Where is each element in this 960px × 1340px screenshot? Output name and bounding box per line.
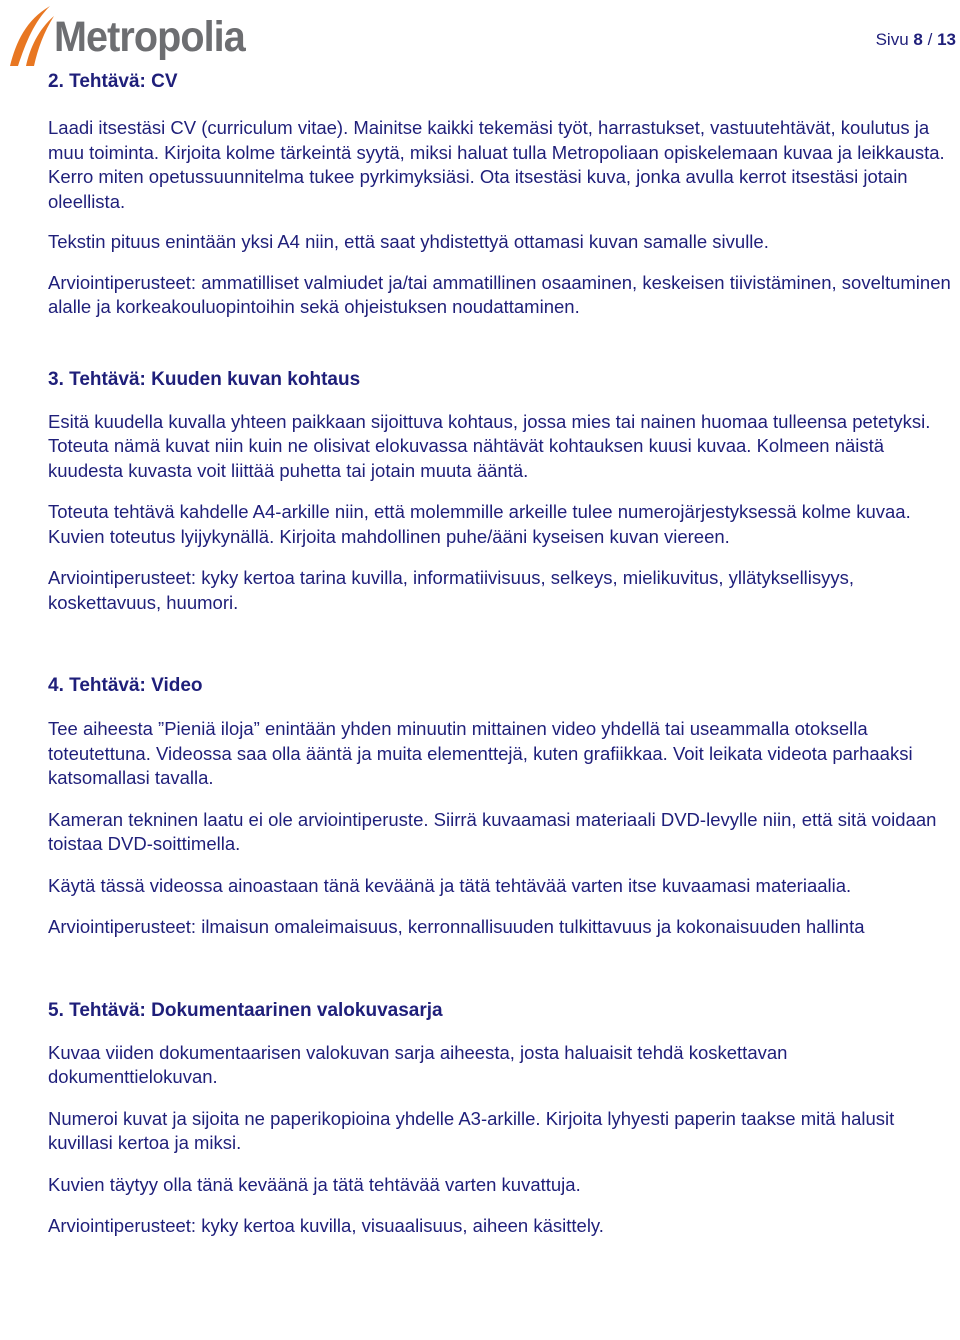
paragraph: Numeroi kuvat ja sijoita ne paperikopioina yhdelle A3-arkille. Kirjoita lyhyesti paperin taakse mitä halusit kuvillasi kertoa ja miksi. (48, 1107, 895, 1153)
paragraph: Laadi itsestäsi CV (curriculum vitae). Mainitse kaikki tekemäsi työt, harrastukset, vastuutehtävät, koulutus ja muu toiminta. Kirjoita kolme tärkeintä syytä, miksi haluat tulla Metropoliaan opiskelemaan kuvaa ja leikkausta. Kerro miten opetussuunnitelma tukee pyrkimyksiäsi. Ota itsestäsi kuva, jonka avulla kerrot itsestäsi jotain oleellista. (48, 117, 945, 212)
section-documentary-photo-series (48, 999, 956, 1239)
page-indicator (876, 30, 956, 50)
section-title: 5. Tehtävä: Dokumentaarinen valokuvasarja (48, 999, 443, 1021)
paragraph: Esitä kuudella kuvalla yhteen paikkaan sijoittuva kohtaus, jossa mies tai nainen huomaa tulleensa petetyksi. Toteuta nämä kuvat niin kuin ne olisivat elokuvassa nähtävät kohtauksen kuusi kuvaa. Kolmeen näistä kuudesta kuvasta voit liittää puhetta tai jotain muuta ääntä. (48, 410, 931, 481)
section-video (48, 674, 956, 940)
paragraph: Arviointiperusteet: ammatilliset valmiudet ja/tai ammatillinen osaaminen, keskeisen tiivistäminen, soveltuminen alalle ja korkeakouluopintoihin sekä ohjeistuksen noudattaminen. (48, 271, 951, 317)
section-cv (48, 70, 956, 320)
paragraph: Kuvaa viiden dokumentaarisen valokuvan sarja aiheesta, josta haluaisit tehdä koskettavan dokumenttielokuvan. (48, 1041, 788, 1087)
paragraph: Käytä tässä videossa ainoastaan tänä keväänä ja tätä tehtävää varten itse kuvaamasi materiaalia. (48, 874, 852, 896)
paragraph: Arviointiperusteet: ilmaisun omaleimaisuus, kerronnallisuuden tulkittavuus ja kokonaisuuden hallinta (48, 916, 865, 937)
page-separator: / (927, 30, 933, 49)
paragraph: Kuvien täytyy olla tänä keväänä ja tätä tehtävää varten kuvattuja. (48, 1173, 581, 1195)
page-prefix: Sivu (875, 30, 909, 49)
section-title: 2. Tehtävä: CV (48, 71, 178, 92)
paragraph: Tekstin pituus enintään yksi A4 niin, että saat yhdistettyä ottamasi kuvan samalle sivulle. (48, 231, 769, 252)
section-six-shot-scene (48, 368, 956, 616)
page-current: 8 (913, 30, 923, 49)
paragraph: Arviointiperusteet: kyky kertoa tarina kuvilla, informatiivisuus, selkeys, mielikuvitus, yllätyksellisyys, koskettavuus, huumori. (48, 567, 855, 613)
page-total: 13 (937, 30, 956, 49)
metropolia-logo (4, 2, 244, 72)
section-title: 4. Tehtävä: Video (48, 675, 203, 696)
paragraph: Kameran tekninen laatu ei ole arviointiperuste. Siirrä kuvaamasi materiaali DVD-levylle niin, että sitä voidaan toistaa DVD-soittimella. (48, 808, 937, 854)
logo-wordmark: Metropolia (54, 13, 245, 61)
section-title: 3. Tehtävä: Kuuden kuvan kohtaus (48, 368, 361, 390)
paragraph: Toteuta tehtävä kahdelle A4-arkille niin, että molemmille arkeille tulee numerojärjestyksessä kolme kuvaa. Kuvien toteutus lyijykynällä. Kirjoita mahdollinen puhe/ääni kyseisen kuvan viereen. (48, 501, 911, 547)
paragraph: Arviointiperusteet: kyky kertoa kuvilla, visuaalisuus, aiheen käsittely. (48, 1215, 604, 1236)
document-body (48, 70, 956, 1239)
paragraph: Tee aiheesta ”Pieniä iloja” enintään yhden minuutin mittainen video yhdellä tai useammalla otoksella toteutettuna. Videossa saa olla ääntä ja muita elementtejä, kuten grafiikkaa. Voit leikata videota parhaaksi katsomallasi tavalla. (48, 718, 913, 788)
